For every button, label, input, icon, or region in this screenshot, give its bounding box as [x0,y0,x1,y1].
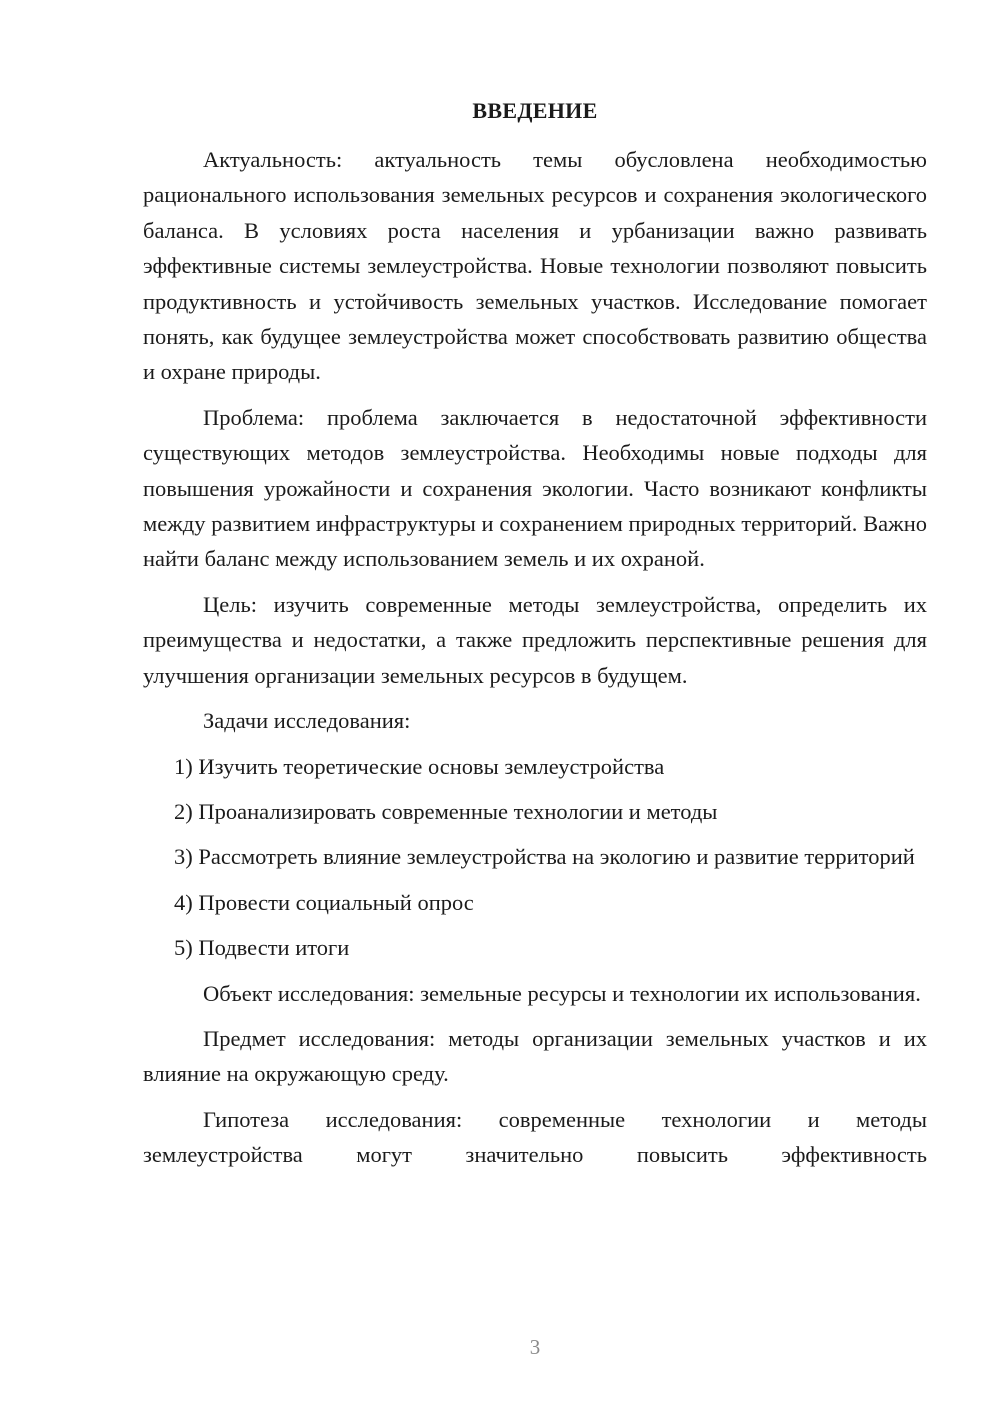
object-paragraph: Объект исследования: земельные ресурсы и технологии их использования. [203,980,921,1006]
page-number: 3 [529,1335,541,1359]
task-item: 1) Изучить теоретические основы землеустройства [174,753,665,779]
section-title: ВВЕДЕНИЕ [472,98,598,123]
tasks-heading: Задачи исследования: [203,708,411,734]
subject-paragraph: Предмет исследования: методы организации земельных участков и их влияние на окружающую среду. [143,1025,927,1087]
task-item: 3) Рассмотреть влияние землеустройства на экологию и развитие территорий [174,844,915,870]
hypothesis-paragraph: Гипотеза исследования: современные технологии и методы землеустройства могут значительно повысить эффективность [143,1106,927,1168]
task-item: 5) Подвести итоги [174,935,350,961]
relevance-paragraph: Актуальность: актуальность темы обусловлена необходимостью рационального использования земельных ресурсов и сохранения экологического баланса. В условиях роста населения и урбанизации важно развивать эффективные системы землеустройства. Новые технологии позволяют повысить продуктивность и устойчивость земельных участков. Исследование помогает понять, как будущее землеустройства может способствовать развитию общества и охране природы. [143,147,927,385]
goal-paragraph: Цель: изучить современные методы землеустройства, определить их преимущества и недостатки, а также предложить перспективные решения для улучшения организации земельных ресурсов в будущем. [143,591,927,688]
task-item: 2) Проанализировать современные технологии и методы [174,798,718,824]
document-page [143,94,927,1173]
problem-paragraph: Проблема: проблема заключается в недостаточной эффективности существующих методов землеустройства. Необходимы новые подходы для повышения урожайности и сохранения экологии. Часто возникают конфликты между развитием инфраструктуры и сохранением природных территорий. Важно найти баланс между использованием земель и их охраной. [143,404,927,572]
task-item: 4) Провести социальный опрос [174,889,474,915]
